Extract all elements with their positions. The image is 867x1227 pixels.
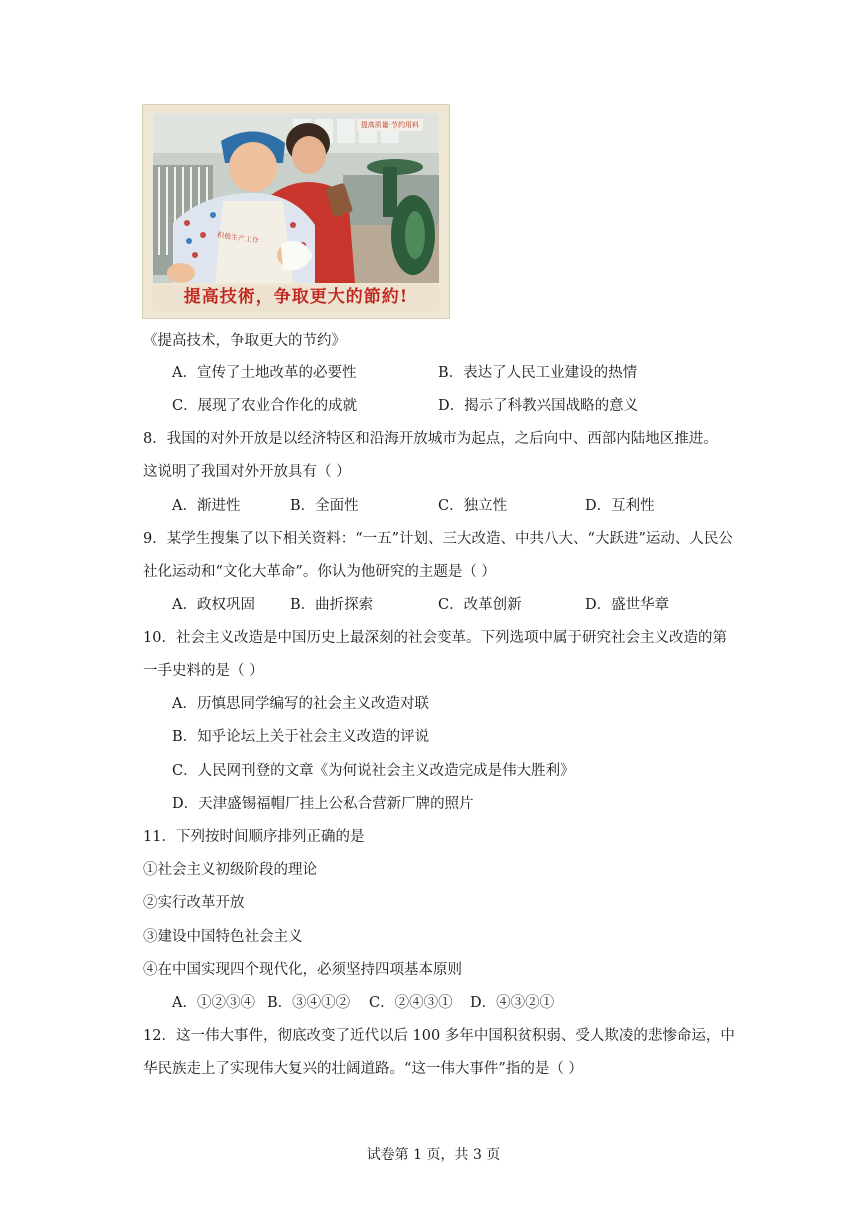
q10-option-a[interactable]: A．历慎思同学编写的社会主义改造对联 [172,696,429,712]
q11-item-3: ③建设中国特色社会主义 [143,929,303,945]
q7-option-a[interactable]: A．宣传了土地改革的必要性 [172,365,357,381]
q11-item-2: ②实行改革开放 [143,895,245,911]
q9-option-c[interactable]: C．改革创新 [438,597,522,613]
q11-option-a[interactable]: A．①②③④ [172,995,255,1011]
q9-stem-line2: 社化运动和“文化大革命”。你认为他研究的主题是（ ） [143,564,496,580]
q7-option-d[interactable]: D．揭示了科教兴国战略的意义 [438,398,639,414]
page-footer: 试卷第 1 页，共 3 页 [366,1147,501,1163]
q9-option-a[interactable]: A．政权巩固 [172,597,255,613]
q10-stem-line2: 一手史料的是（ ） [143,663,264,679]
q7-title: 《提高技术，争取更大的节约》 [143,333,346,349]
propaganda-poster-image [143,105,449,318]
q10-option-b[interactable]: B．知乎论坛上关于社会主义改造的评说 [172,729,430,745]
q8-option-b[interactable]: B．全面性 [290,498,359,514]
q10-option-c[interactable]: C．人民网刊登的文章《为何说社会主义改造完成是伟大胜利》 [172,763,575,779]
poster-apron-text: 积极生产工作 [216,231,260,245]
q11-option-d[interactable]: D．④③②① [470,995,555,1011]
q10-option-d[interactable]: D．天津盛锡福帽厂挂上公私合营新厂牌的照片 [172,796,474,812]
q11-item-4: ④在中国实现四个现代化，必须坚持四项基本原则 [143,962,462,978]
q8-option-c[interactable]: C．独立性 [438,498,508,514]
q8-option-a[interactable]: A．渐进性 [172,498,241,514]
q11-stem: 11．下列按时间顺序排列正确的是 [143,829,365,845]
poster-caption: 提高技術，争取更大的節約! [183,287,409,307]
q8-stem-line2: 这说明了我国对外开放具有（ ） [143,464,351,480]
q7-option-b[interactable]: B．表达了人民工业建设的热情 [438,365,638,381]
q10-stem-line1: 10．社会主义改造是中国历史上最深刻的社会变革。下列选项中属于研究社会主义改造的第 [143,630,727,646]
q9-option-d[interactable]: D．盛世华章 [585,597,670,613]
q8-option-d[interactable]: D．互利性 [585,498,655,514]
q11-item-1: ①社会主义初级阶段的理论 [143,862,317,878]
q7-option-c[interactable]: C．展现了农业合作化的成就 [172,398,358,414]
q8-stem-line1: 8．我国的对外开放是以经济特区和沿海开放城市为起点，之后向中、西部内陆地区推进。 [143,431,718,447]
poster-factory-sign: 提高质量·节约用料 [357,119,423,131]
q9-stem-line1: 9．某学生搜集了以下相关资料：“一五”计划、三大改造、中共八大、“大跃进”运动、人民公 [143,531,733,547]
q12-stem-line1: 12．这一伟大事件，彻底改变了近代以后 100 多年中国积贫积弱、受人欺凌的悲惨命运，中 [143,1028,735,1044]
q9-option-b[interactable]: B．曲折探索 [290,597,374,613]
q11-option-b[interactable]: B．③④①② [267,995,351,1011]
q12-stem-line2: 华民族走上了实现伟大复兴的壮阔道路。“这一伟大事件”指的是（ ） [143,1061,583,1077]
q11-option-c[interactable]: C．②④③① [369,995,453,1011]
